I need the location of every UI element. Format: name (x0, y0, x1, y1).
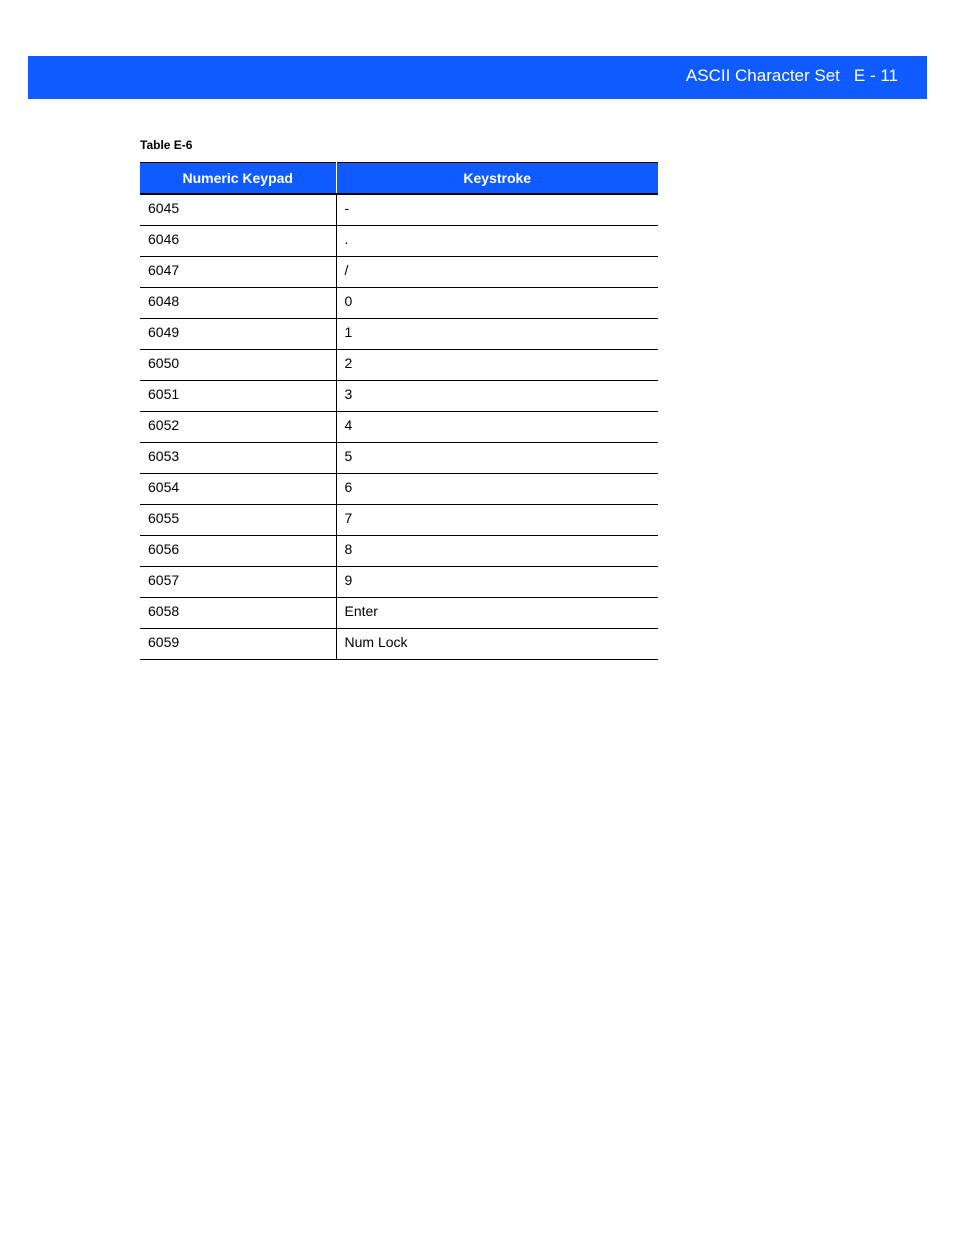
table-row (140, 443, 658, 474)
keystroke-cell: / (336, 257, 658, 288)
keystroke-cell: 3 (336, 381, 658, 412)
table-row (140, 226, 658, 257)
numeric-keypad-cell: 6050 (140, 350, 336, 381)
keystroke-cell: 4 (336, 412, 658, 443)
numeric-keypad-cell: 6046 (140, 226, 336, 257)
table-row (140, 567, 658, 598)
table-row (140, 629, 658, 660)
section-title: ASCII Character Set (685, 66, 840, 85)
keystroke-cell: 6 (336, 474, 658, 505)
keystroke-cell: 0 (336, 288, 658, 319)
keystroke-cell: 5 (336, 443, 658, 474)
numeric-keypad-cell: 6048 (140, 288, 336, 319)
numeric-keypad-cell: 6059 (140, 629, 336, 660)
numeric-keypad-cell: 6058 (140, 598, 336, 629)
table-row (140, 474, 658, 505)
table-row (140, 598, 658, 629)
table-row (140, 350, 658, 381)
table-row (140, 412, 658, 443)
table-caption: Table E-6 (140, 138, 193, 152)
column-header-keystroke: Keystroke (336, 163, 658, 195)
keystroke-cell: - (336, 194, 658, 226)
numeric-keypad-cell: 6045 (140, 194, 336, 226)
table-row (140, 505, 658, 536)
keystroke-cell: . (336, 226, 658, 257)
page-number: E - 11 (853, 66, 898, 85)
keystroke-cell: Num Lock (336, 629, 658, 660)
numeric-keypad-cell: 6051 (140, 381, 336, 412)
numeric-keypad-cell: 6053 (140, 443, 336, 474)
table-row (140, 319, 658, 350)
table-row (140, 194, 658, 226)
table-row (140, 381, 658, 412)
keystroke-cell: 7 (336, 505, 658, 536)
keystroke-cell: 8 (336, 536, 658, 567)
numeric-keypad-cell: 6054 (140, 474, 336, 505)
numeric-keypad-cell: 6047 (140, 257, 336, 288)
numeric-keypad-cell: 6049 (140, 319, 336, 350)
page-header-bar (28, 56, 927, 99)
numeric-keypad-cell: 6056 (140, 536, 336, 567)
table-row (140, 288, 658, 319)
keystroke-cell: 1 (336, 319, 658, 350)
page-header-text (686, 66, 898, 86)
keystroke-cell: 9 (336, 567, 658, 598)
numeric-keypad-cell: 6055 (140, 505, 336, 536)
table-row (140, 257, 658, 288)
keystroke-cell: Enter (336, 598, 658, 629)
table-header-row (140, 163, 658, 195)
keystroke-cell: 2 (336, 350, 658, 381)
ascii-keypad-table (140, 162, 658, 660)
numeric-keypad-cell: 6057 (140, 567, 336, 598)
column-header-numeric-keypad: Numeric Keypad (140, 163, 336, 195)
numeric-keypad-cell: 6052 (140, 412, 336, 443)
table-row (140, 536, 658, 567)
